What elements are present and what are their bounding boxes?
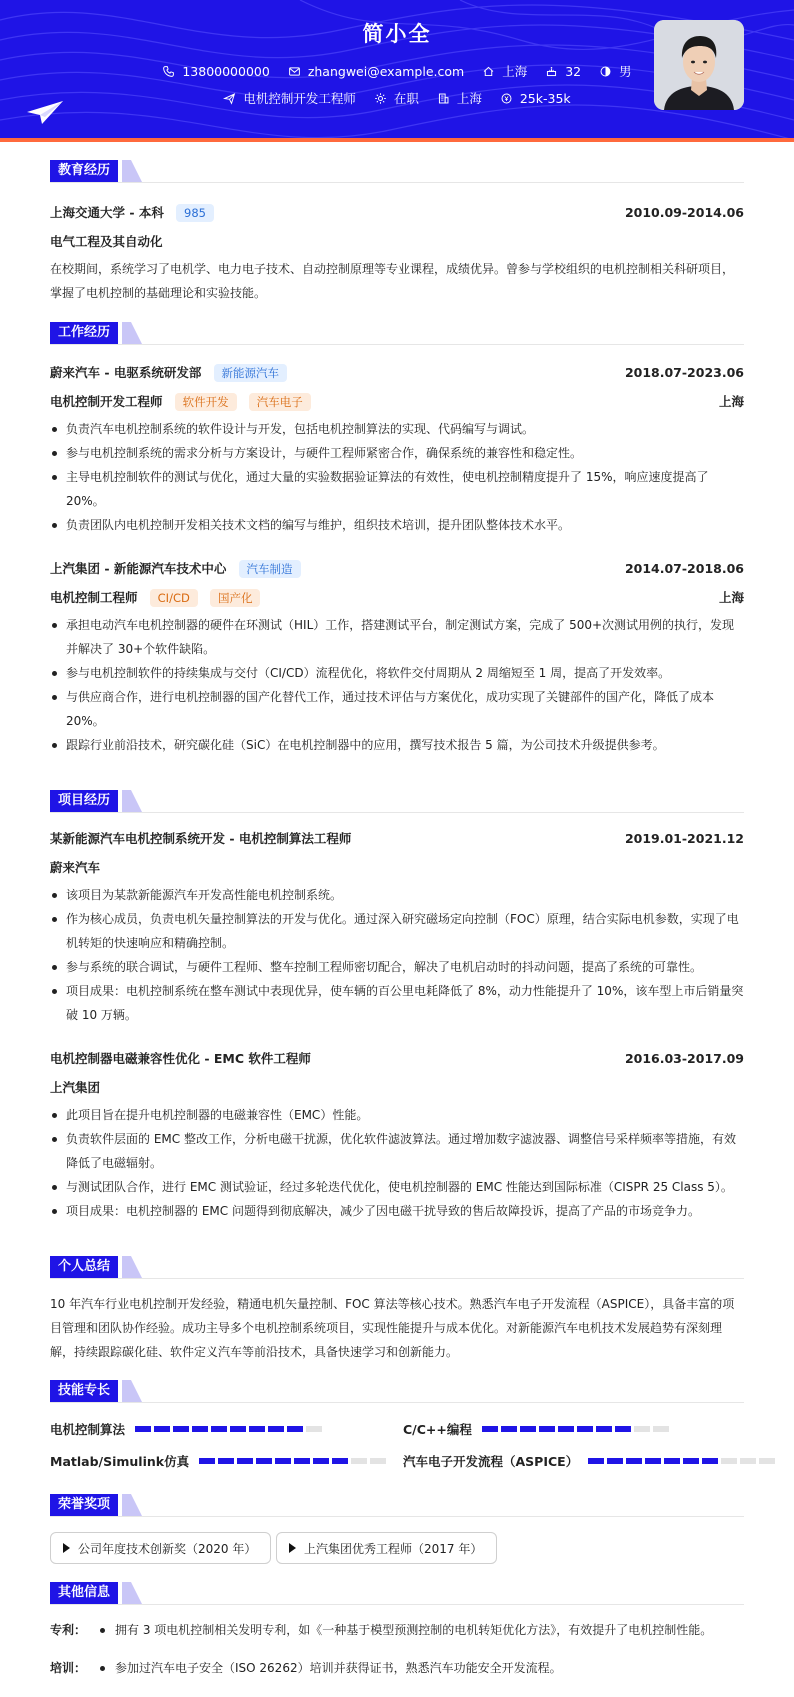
section-title-awards: 荣誉奖项 <box>50 1494 118 1516</box>
divider <box>50 344 744 345</box>
position-name: 电机控制开发工程师 <box>50 393 163 409</box>
skill-segment <box>237 1458 253 1464</box>
list-item: 参与电机控制软件的持续集成与交付（CI/CD）流程优化，将软件交付周期从 2 周缩短至 1 周，提高了开发效率。 <box>50 661 744 685</box>
resume-header <box>0 0 794 142</box>
skill-segment <box>268 1426 284 1432</box>
skill-level-bar <box>135 1426 322 1432</box>
skill-segment <box>759 1458 775 1464</box>
divider <box>50 182 744 183</box>
section-title-summary: 个人总结 <box>50 1256 118 1278</box>
skill-segment <box>482 1426 498 1432</box>
skill-segment <box>626 1458 642 1464</box>
divider <box>50 1402 744 1403</box>
other-item-training <box>50 1658 744 1678</box>
list-item: 参与电机控制系统的需求分析与方案设计，与硬件工程师紧密合作，确保系统的兼容性和稳定性。 <box>50 441 744 465</box>
status-item <box>374 89 419 107</box>
project-title: 某新能源汽车电机控制系统开发 - 电机控制算法工程师 <box>50 831 352 846</box>
divider <box>50 1278 744 1279</box>
skill-segment <box>634 1426 650 1432</box>
skill-segment <box>249 1426 265 1432</box>
email-text: zhangwei@example.com <box>307 63 465 79</box>
skill-segment <box>230 1426 246 1432</box>
skill-segment <box>256 1458 272 1464</box>
skill-segment <box>154 1426 170 1432</box>
school-tag: 985 <box>176 204 214 222</box>
skill-segment <box>211 1426 227 1432</box>
skill-tag: CI/CD <box>150 589 198 607</box>
work-entry <box>50 362 744 537</box>
list-item: 作为核心成员，负责电机矢量控制算法的开发与优化。通过深入研究磁场定向控制（FOC）原理，结合实际电机参数，实现了电机转矩的快速响应和精确控制。 <box>50 907 744 955</box>
list-item: 参与系统的联合调试，与硬件工程师、整车控制工程师密切配合，解决了电机启动时的抖动问题，提高了系统的可靠性。 <box>50 955 744 979</box>
section-title-projects: 项目经历 <box>50 790 118 812</box>
home-city-text: 上海 <box>502 64 528 79</box>
gear-icon <box>374 92 387 105</box>
skill-item <box>403 1452 775 1470</box>
other-item-patent <box>50 1620 744 1640</box>
industry-tag: 新能源汽车 <box>214 364 288 382</box>
title-decoration <box>122 1494 142 1516</box>
section-education <box>50 160 744 182</box>
award-item <box>276 1532 497 1564</box>
send-icon <box>223 92 236 105</box>
skill-tag: 国产化 <box>210 589 261 607</box>
school-name: 上海交通大学 - 本科 <box>50 204 164 220</box>
email-item <box>288 62 464 80</box>
avatar <box>654 20 744 110</box>
summary-text: 10 年汽车行业电机控制开发经验，精通电机矢量控制、FOC 算法等核心技术。熟悉汽车电子开发流程（ASPICE），具备丰富的项目管理和团队协作经验。成功主导多个电机控制系统项目，实现性能提升与成本优化。对新能源汽车电机技术发展趋势有深刻理解，持续跟踪碳化硅、软件定义汽车等前沿技术，具备快速学习和创新能力。 <box>50 1297 735 1359</box>
candidate-name: 简小全 <box>362 22 432 46</box>
coin-icon <box>500 92 513 105</box>
project-date: 2019.01-2021.12 <box>624 830 744 846</box>
paper-plane-icon <box>26 100 64 126</box>
play-icon <box>63 1543 70 1553</box>
section-skills <box>50 1380 744 1402</box>
target-city-item <box>437 89 482 107</box>
skill-item <box>50 1452 386 1470</box>
project-entry <box>50 1048 744 1223</box>
skill-segment <box>199 1458 215 1464</box>
title-decoration <box>122 1256 142 1278</box>
other-label: 培训： <box>50 1661 87 1675</box>
skill-segment <box>332 1458 348 1464</box>
list-item: 跟踪行业前沿技术，研究碳化硅（SiC）在电机控制器中的应用，撰写技术报告 5 篇，为公司技术升级提供参考。 <box>50 733 744 757</box>
list-item: 项目成果：电机控制系统在整车测试中表现优异，使车辆的百公里电耗降低了 8%，动力性能提升了 10%，该车型上市后销量突破 10 万辆。 <box>50 979 744 1027</box>
list-item: 项目成果：电机控制器的 EMC 问题得到彻底解决，减少了因电磁干扰导致的售后故障投诉，提高了产品的市场竞争力。 <box>50 1199 744 1223</box>
company-name: 上汽集团 - 新能源汽车技术中心 <box>50 560 227 576</box>
phone-icon <box>162 65 175 78</box>
divider <box>50 812 744 813</box>
job-title-item <box>223 89 356 107</box>
education-date: 2010.09-2014.06 <box>624 204 744 220</box>
list-item: 承担电动汽车电机控制器的硬件在环测试（HIL）工作，搭建测试平台，制定测试方案，完成了 500+次测试用例的执行，发现并解决了 30+个软件缺陷。 <box>50 613 744 661</box>
skill-tag: 汽车电子 <box>249 393 311 411</box>
title-decoration <box>122 1582 142 1604</box>
other-text: 参加过汽车电子安全（ISO 26262）培训并获得证书，熟悉汽车功能安全开发流程。 <box>115 1661 562 1675</box>
bullet-dot <box>100 1628 105 1633</box>
title-decoration <box>122 160 142 182</box>
skill-segment <box>294 1458 310 1464</box>
skill-name: Matlab/Simulink仿真 <box>50 1454 190 1469</box>
target-city-text: 上海 <box>456 91 482 106</box>
other-text: 拥有 3 项电机控制相关发明专利，如《一种基于模型预测控制的电机转矩优化方法》，有效提升了电机控制性能。 <box>115 1623 713 1637</box>
status-text: 在职 <box>393 91 419 106</box>
home-city-item <box>482 62 527 80</box>
salary-item <box>500 89 571 107</box>
gender-item <box>599 62 632 80</box>
list-item: 与测试团队合作，进行 EMC 测试验证，经过多轮迭代优化，使电机控制器的 EMC 性能达到国际标准（CISPR 25 Class 5）。 <box>50 1175 744 1199</box>
skill-segment <box>740 1458 756 1464</box>
skill-level-bar <box>482 1426 669 1432</box>
list-item: 此项目旨在提升电机控制器的电磁兼容性（EMC）性能。 <box>50 1103 744 1127</box>
skill-segment <box>577 1426 593 1432</box>
skill-segment <box>520 1426 536 1432</box>
skill-segment <box>351 1458 367 1464</box>
work-city: 上海 <box>718 394 744 409</box>
skill-item <box>50 1420 322 1438</box>
skill-segment <box>683 1458 699 1464</box>
skill-segment <box>135 1426 151 1432</box>
work-bullets <box>50 417 744 537</box>
skill-tag: 软件开发 <box>175 393 237 411</box>
skill-segment <box>596 1426 612 1432</box>
age-text: 32 <box>565 63 582 79</box>
project-entry <box>50 828 744 1027</box>
skill-level-bar <box>588 1458 775 1464</box>
skill-segment <box>275 1458 291 1464</box>
project-bullets <box>50 883 744 1027</box>
salary-text: 25k-35k <box>519 90 571 106</box>
section-title-work: 工作经历 <box>50 322 118 344</box>
skill-segment <box>173 1426 189 1432</box>
skill-segment <box>721 1458 737 1464</box>
company-name: 蔚来汽车 - 电驱系统研发部 <box>50 364 202 380</box>
list-item: 该项目为某款新能源汽车开发高性能电机控制系统。 <box>50 883 744 907</box>
list-item: 主导电机控制软件的测试与优化，通过大量的实验数据验证算法的有效性，使电机控制精度提升了 15%，响应速度提高了 20%。 <box>50 465 744 513</box>
title-decoration <box>122 790 142 812</box>
skill-segment <box>370 1458 386 1464</box>
awards-list <box>50 1532 744 1564</box>
list-item: 负责汽车电机控制系统的软件设计与开发，包括电机控制算法的实现、代码编写与调试。 <box>50 417 744 441</box>
skill-segment <box>558 1426 574 1432</box>
building-icon <box>437 92 450 105</box>
skill-item <box>403 1420 669 1438</box>
bullet-dot <box>100 1666 105 1671</box>
section-title-skills: 技能专长 <box>50 1380 118 1402</box>
skill-segment <box>313 1458 329 1464</box>
list-item: 负责团队内电机控制开发相关技术文档的编写与维护，组织技术培训，提升团队整体技术水平。 <box>50 513 744 537</box>
divider <box>50 1516 744 1517</box>
gender-icon <box>599 65 612 78</box>
skill-segment <box>607 1458 623 1464</box>
cake-icon <box>545 65 558 78</box>
work-date: 2018.07-2023.06 <box>624 364 744 380</box>
skill-segment <box>287 1426 303 1432</box>
title-decoration <box>122 1380 142 1402</box>
project-title: 电机控制器电磁兼容性优化 - EMC 软件工程师 <box>50 1051 311 1066</box>
industry-tag: 汽车制造 <box>239 560 301 578</box>
education-entry <box>50 202 744 305</box>
award-item <box>50 1532 271 1564</box>
play-icon <box>289 1543 296 1553</box>
project-org: 蔚来汽车 <box>50 860 101 875</box>
divider <box>50 1604 744 1605</box>
phone-text: 13800000000 <box>182 63 270 79</box>
award-text: 上汽集团优秀工程师（2017 年） <box>304 1541 483 1556</box>
gender-text: 男 <box>619 64 632 79</box>
skill-segment <box>306 1426 322 1432</box>
other-label: 专利： <box>50 1623 87 1637</box>
header-accent-line <box>0 138 794 142</box>
mail-icon <box>288 65 301 78</box>
project-org: 上汽集团 <box>50 1080 101 1095</box>
title-decoration <box>122 322 142 344</box>
work-bullets <box>50 613 744 757</box>
skill-segment <box>501 1426 517 1432</box>
list-item: 负责软件层面的 EMC 整改工作，分析电磁干扰源，优化软件滤波算法。通过增加数字滤波器、调整信号采样频率等措施，有效降低了电磁辐射。 <box>50 1127 744 1175</box>
age-item <box>545 62 581 80</box>
section-title-education: 教育经历 <box>50 160 118 182</box>
section-work <box>50 322 744 344</box>
skill-level-bar <box>199 1458 386 1464</box>
section-summary <box>50 1256 744 1278</box>
skill-name: 汽车电子开发流程（ASPICE） <box>403 1454 579 1469</box>
position-name: 电机控制工程师 <box>50 589 138 605</box>
skill-segment <box>588 1458 604 1464</box>
skill-segment <box>702 1458 718 1464</box>
skill-segment <box>645 1458 661 1464</box>
section-awards <box>50 1494 744 1516</box>
section-title-other: 其他信息 <box>50 1582 118 1604</box>
skill-segment <box>653 1426 669 1432</box>
work-entry <box>50 558 744 757</box>
education-desc: 在校期间，系统学习了电机学、电力电子技术、自动控制原理等专业课程，成绩优异。曾参与学校组织的电机控制相关科研项目，掌握了电机控制的基础理论和实验技能。 <box>50 262 735 300</box>
list-item: 与供应商合作，进行电机控制器的国产化替代工作，通过技术评估与方案优化，成功实现了关键部件的国产化，降低了成本 20%。 <box>50 685 744 733</box>
project-bullets <box>50 1103 744 1223</box>
skill-name: C/C++编程 <box>403 1422 472 1437</box>
section-other <box>50 1582 744 1604</box>
phone-item <box>162 62 269 80</box>
project-date: 2016.03-2017.09 <box>624 1050 744 1066</box>
skill-segment <box>539 1426 555 1432</box>
major: 电气工程及其自动化 <box>50 234 163 249</box>
work-date: 2014.07-2018.06 <box>624 560 744 576</box>
home-icon <box>482 65 495 78</box>
section-projects <box>50 790 744 812</box>
skill-name: 电机控制算法 <box>50 1422 126 1437</box>
work-city: 上海 <box>718 590 744 605</box>
job-title-text: 电机控制开发工程师 <box>243 91 356 106</box>
skill-segment <box>664 1458 680 1464</box>
award-text: 公司年度技术创新奖（2020 年） <box>78 1541 257 1556</box>
skill-segment <box>192 1426 208 1432</box>
skill-segment <box>218 1458 234 1464</box>
skill-segment <box>615 1426 631 1432</box>
